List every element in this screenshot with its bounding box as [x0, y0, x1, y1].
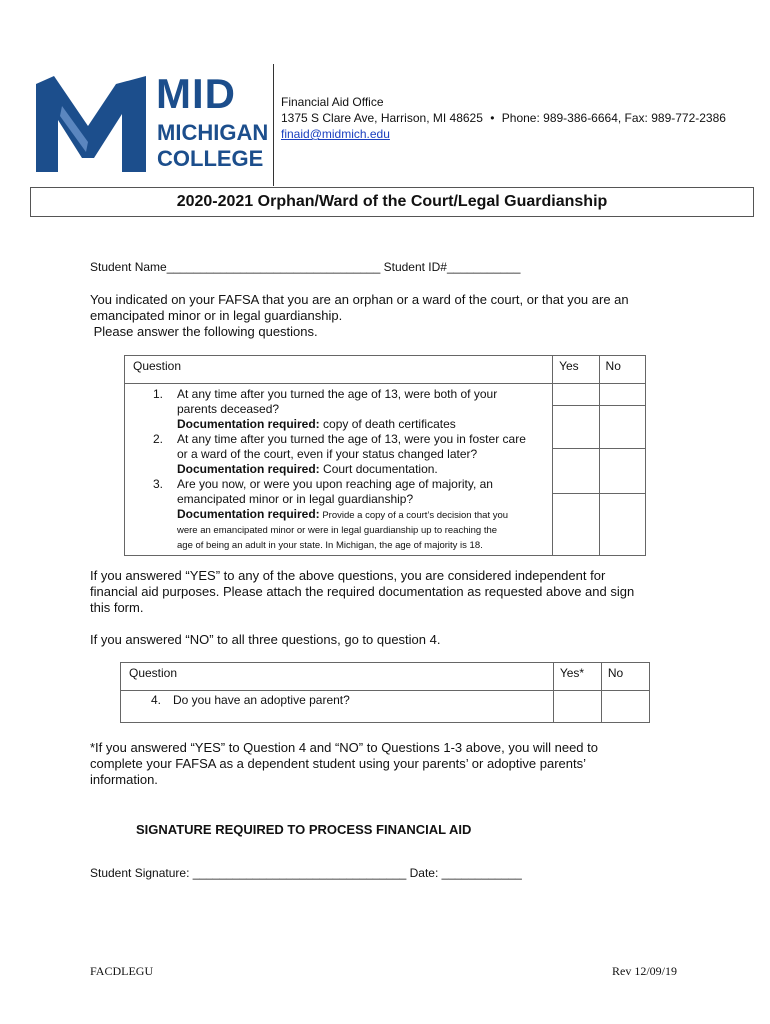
yes-checkbox-q1[interactable] — [553, 405, 598, 449]
bullet-icon: • — [490, 111, 495, 125]
intro-paragraph — [90, 292, 690, 340]
paragraph-line: If you answered “YES” to any of the above questions, you are considered independent for — [90, 568, 606, 583]
doc-label: Documentation required: — [177, 417, 320, 431]
question-text: Do you have an adoptive parent? — [173, 693, 350, 707]
doc-label: Documentation required: — [177, 462, 320, 476]
header-yes: Yes* — [553, 663, 601, 691]
student-name-id-line[interactable]: Student Name________________________________ Student ID#___________ — [90, 260, 521, 274]
doc-text: were an emancipated minor or were in legal guardianship up to reaching the — [177, 525, 498, 536]
doc-text: Court documentation. — [319, 462, 438, 476]
doc-label: Documentation required: — [177, 507, 320, 521]
paragraph-line: this form. — [90, 600, 144, 615]
dependent-note — [90, 740, 690, 788]
doc-text: copy of death certificates — [319, 417, 456, 431]
paragraph-line: information. — [90, 772, 158, 787]
questions-cell — [125, 384, 553, 556]
signature-heading: SIGNATURE REQUIRED TO PROCESS FINANCIAL AID — [136, 822, 472, 837]
paragraph-line: complete your FAFSA as a dependent student using your parents’ or adoptive parents’ — [90, 756, 586, 771]
question-item — [153, 477, 546, 553]
header-no: No — [601, 663, 649, 691]
question-text: emancipated minor or in legal guardianship? — [177, 492, 414, 506]
address-line — [281, 110, 726, 126]
no-checkbox-q3[interactable] — [600, 494, 645, 550]
questions-table-2 — [120, 662, 650, 723]
email-link[interactable]: finaid@midmich.edu — [281, 127, 390, 141]
logo-mid-text: MID — [156, 70, 236, 117]
no-checkbox-q4[interactable] — [601, 691, 649, 723]
question-text: Are you now, or were you upon reaching age of majority, an — [177, 477, 493, 491]
intro-line: emancipated minor or in legal guardianship. — [90, 308, 343, 323]
logo-michigan-text: MICHIGAN — [157, 120, 269, 145]
header-question: Question — [125, 356, 553, 384]
no-checkbox-q2[interactable] — [600, 449, 645, 494]
yes-checkbox-q4[interactable] — [553, 691, 601, 723]
doc-text: Provide a copy of a court’s decision that you — [319, 510, 509, 521]
question-item — [153, 387, 546, 432]
paragraph-line: financial aid purposes. Please attach the required documentation as requested above and sign — [90, 584, 635, 599]
yes-checkbox-q2[interactable] — [553, 449, 598, 494]
yes-checkbox-q3[interactable] — [553, 494, 598, 550]
doc-text: age of being an adult in your state. In Michigan, the age of majority is 18. — [177, 540, 483, 551]
question-item — [153, 432, 546, 477]
form-title: 2020-2021 Orphan/Ward of the Court/Legal Guardianship — [30, 187, 754, 217]
header-no: No — [599, 356, 645, 384]
question-number: 4. — [151, 693, 162, 707]
questions-table-1 — [124, 355, 646, 556]
signature-date-line[interactable]: Student Signature: ________________________________ Date: ____________ — [90, 866, 522, 880]
no-column — [599, 384, 645, 556]
contact-block — [281, 94, 726, 142]
no-instruction: If you answered “NO” to all three questions, go to question 4. — [90, 632, 441, 647]
revision-date: Rev 12/09/19 — [612, 964, 677, 978]
question-number: 2. — [153, 432, 164, 446]
form-code: FACDLEGU — [90, 964, 154, 978]
question-4-cell — [121, 691, 554, 723]
question-text: At any time after you turned the age of 13, were both of your — [177, 387, 498, 401]
question-text: or a ward of the court, even if your status changed later? — [177, 447, 478, 461]
header-yes: Yes — [553, 356, 599, 384]
college-logo — [36, 70, 272, 176]
intro-line: You indicated on your FAFSA that you are an orphan or a ward of the court, or that you are an — [90, 292, 629, 307]
office-name: Financial Aid Office — [281, 95, 384, 109]
yes-column — [553, 384, 599, 556]
question-list — [125, 384, 552, 555]
question-text: At any time after you turned the age of 13, were you in foster care — [177, 432, 526, 446]
header-question: Question — [121, 663, 554, 691]
address: 1375 S Clare Ave, Harrison, MI 48625 — [281, 111, 483, 125]
no-checkbox-q1[interactable] — [600, 405, 645, 449]
independent-paragraph — [90, 568, 690, 616]
header-divider — [273, 64, 274, 186]
question-text: parents deceased? — [177, 402, 280, 416]
question-number: 3. — [153, 477, 164, 491]
phone-fax: Phone: 989-386-6664, Fax: 989-772-2386 — [501, 111, 726, 125]
question-number: 1. — [153, 387, 164, 401]
intro-line: Please answer the following questions. — [90, 324, 318, 339]
paragraph-line: *If you answered “YES” to Question 4 and “NO” to Questions 1-3 above, you will need to — [90, 740, 598, 755]
logo-college-text: COLLEGE — [157, 146, 264, 171]
